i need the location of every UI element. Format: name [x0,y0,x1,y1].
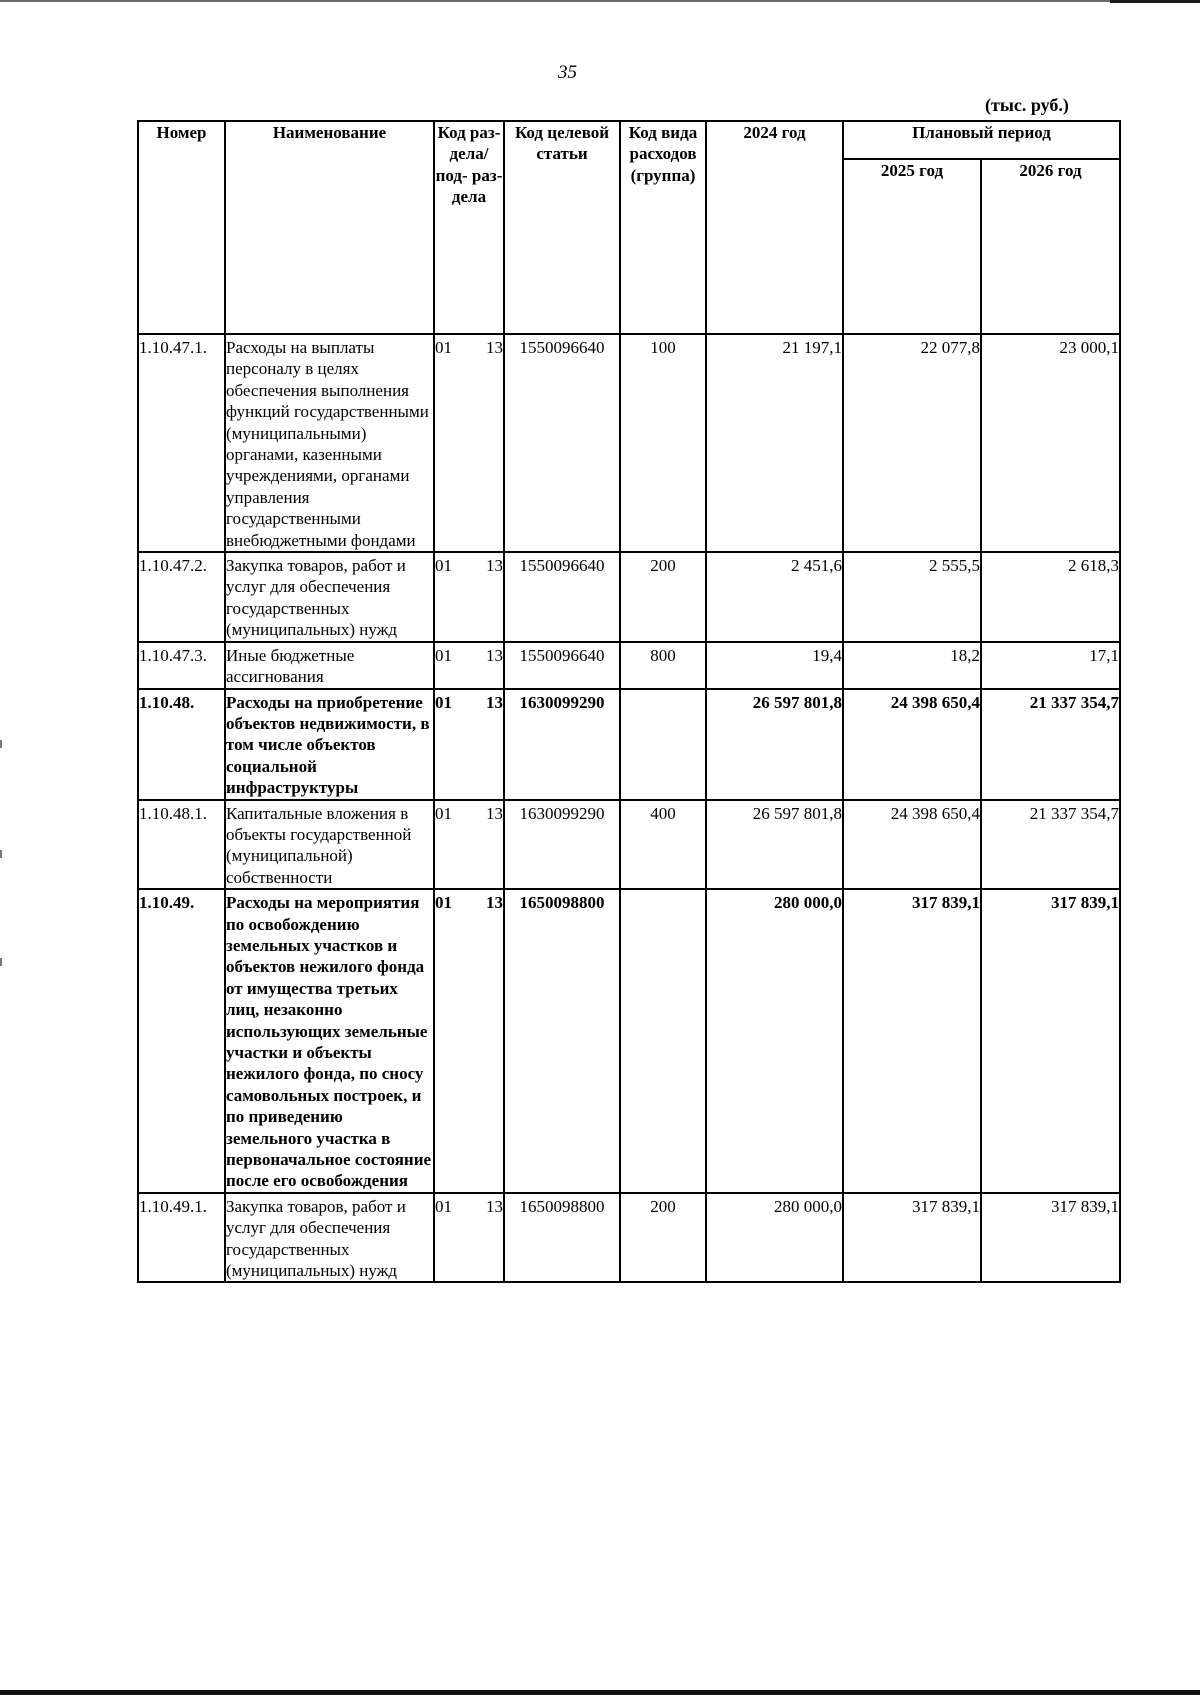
row-expense-type: 200 [620,1193,706,1283]
row-amount-2026: 317 839,1 [981,1193,1120,1283]
row-amount-2026: 317 839,1 [981,889,1120,1193]
table-row [138,642,1120,689]
row-name: Закупка товаров, работ и услуг для обеспечения государственных (муниципальных) нужд [225,1193,434,1283]
table-body [138,334,1120,1282]
scan-top-mark [1110,0,1200,3]
table-row [138,552,1120,642]
row-section-code [434,552,504,642]
row-amount-2026: 21 337 354,7 [981,689,1120,800]
header-year-2024: 2024 год [706,121,843,334]
row-name: Расходы на выплаты персоналу в целях обеспечения выполнения функций государственными (муниципальными) органами, казенными учреждениями, органами управления государственными внебюджетными фондами [225,334,434,552]
row-expense-type: 800 [620,642,706,689]
row-name: Расходы на мероприятия по освобождению земельных участков и объектов нежилого фонда от имущества третьих лиц, незаконно использующих земельные участки и объекты нежилого фонда, по сносу самовольных построек, и по приведению земельного участка в первоначальное состояние после его освобождения [225,889,434,1193]
header-year-2025: 2025 год [843,159,981,334]
header-expense-type-code: Код вида расходов (группа) [620,121,706,334]
section-code: 01 [435,1196,452,1216]
row-target-code: 1650098800 [504,1193,620,1283]
row-name: Капитальные вложения в объекты государственной (муниципальной) собственности [225,800,434,890]
budget-table [137,120,1121,1283]
subsection-code: 13 [486,1196,503,1216]
row-section-code [434,1193,504,1283]
scan-bottom-border [0,1690,1200,1695]
row-section-code [434,334,504,552]
table-row [138,334,1120,552]
table-row [138,1193,1120,1283]
row-section-code [434,642,504,689]
row-section-code [434,800,504,890]
row-amount-2024: 2 451,6 [706,552,843,642]
header-section-code: Код раз- дела/ под- раз- дела [434,121,504,334]
row-number: 1.10.49.1. [138,1193,225,1283]
row-target-code: 1550096640 [504,552,620,642]
units-label: (тыс. руб.) [985,95,1069,115]
row-amount-2025: 22 077,8 [843,334,981,552]
section-code: 01 [435,803,452,823]
row-number: 1.10.48.1. [138,800,225,890]
row-amount-2025: 18,2 [843,642,981,689]
row-amount-2024: 21 197,1 [706,334,843,552]
row-expense-type: 200 [620,552,706,642]
row-target-code: 1630099290 [504,689,620,800]
row-target-code: 1550096640 [504,334,620,552]
table-row [138,689,1120,800]
row-amount-2026: 2 618,3 [981,552,1120,642]
row-amount-2024: 280 000,0 [706,1193,843,1283]
row-target-code: 1550096640 [504,642,620,689]
section-code: 01 [435,556,452,576]
row-amount-2026: 17,1 [981,642,1120,689]
row-target-code: 1650098800 [504,889,620,1193]
row-section-code [434,689,504,800]
scan-top-border [0,0,1200,2]
header-planned-period: Плановый период [843,121,1120,159]
header-name: Наименование [225,121,434,334]
subsection-code: 13 [486,692,503,712]
table-row [138,800,1120,890]
header-target-code: Код целевой статьи [504,121,620,334]
subsection-code: 13 [486,803,503,823]
row-expense-type: 100 [620,334,706,552]
page-number: 35 [558,62,577,83]
subsection-code: 13 [486,338,503,357]
header-number: Номер [138,121,225,334]
scan-edge-mark [0,740,2,748]
row-amount-2024: 26 597 801,8 [706,689,843,800]
row-amount-2025: 24 398 650,4 [843,800,981,890]
section-code: 01 [435,338,452,357]
row-number: 1.10.47.2. [138,552,225,642]
subsection-code: 13 [486,645,503,665]
row-expense-type [620,889,706,1193]
scan-edge-mark [0,850,2,858]
table-row [138,889,1120,1193]
row-number: 1.10.47.1. [138,334,225,552]
subsection-code: 13 [486,893,503,913]
subsection-code: 13 [486,556,503,576]
row-amount-2024: 26 597 801,8 [706,800,843,890]
row-amount-2025: 2 555,5 [843,552,981,642]
section-code: 01 [435,645,452,665]
scan-edge-mark [0,958,2,966]
row-number: 1.10.49. [138,889,225,1193]
row-amount-2025: 317 839,1 [843,889,981,1193]
row-number: 1.10.48. [138,689,225,800]
row-expense-type [620,689,706,800]
row-name: Закупка товаров, работ и услуг для обеспечения государственных (муниципальных) нужд [225,552,434,642]
row-amount-2025: 317 839,1 [843,1193,981,1283]
row-amount-2026: 23 000,1 [981,334,1120,552]
row-expense-type: 400 [620,800,706,890]
row-amount-2026: 21 337 354,7 [981,800,1120,890]
row-target-code: 1630099290 [504,800,620,890]
row-number: 1.10.47.3. [138,642,225,689]
row-name: Иные бюджетные ассигнования [225,642,434,689]
row-amount-2024: 280 000,0 [706,889,843,1193]
row-amount-2025: 24 398 650,4 [843,689,981,800]
row-section-code [434,889,504,1193]
row-amount-2024: 19,4 [706,642,843,689]
header-year-2026: 2026 год [981,159,1120,334]
section-code: 01 [435,893,452,913]
section-code: 01 [435,692,452,712]
row-name: Расходы на приобретение объектов недвижимости, в том числе объектов социальной инфраструктуры [225,689,434,800]
